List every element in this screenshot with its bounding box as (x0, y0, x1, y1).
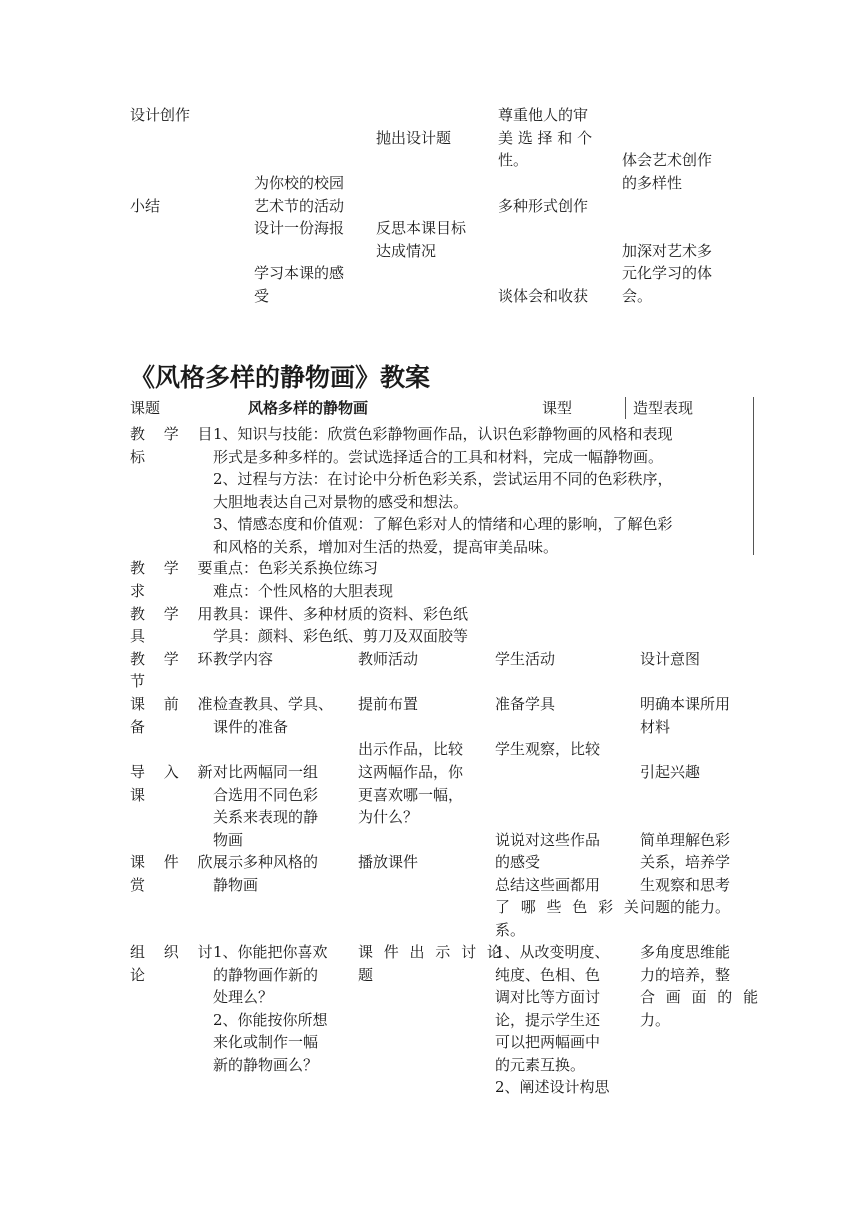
discuss-student-line-2: 纯度、色相、色 (495, 966, 601, 984)
requirements-label-line-2: 求 (130, 582, 146, 600)
requirements-key-point: 重点：色彩关系换位练习 (213, 559, 379, 577)
prep-label-line-2: 备 (130, 718, 146, 736)
appreciate-student-line-3: 总结这些画都用 (495, 876, 601, 894)
appreciate-student-line-5: 系。 (495, 921, 526, 939)
discuss-student-line-1: 1、从改变明度、 (495, 943, 610, 961)
column-header-student: 学生活动 (495, 650, 556, 668)
table-right-border (753, 397, 754, 555)
appreciate-teacher: 播放课件 (358, 853, 419, 871)
process-label-line-1: 教 学 环 (130, 650, 220, 668)
intro-intent: 引起兴趣 (640, 763, 701, 781)
summary-content2-line-1: 学习本课的感 (254, 264, 345, 282)
type-value: 造型表现 (633, 399, 694, 417)
intent-2-line-3: 会。 (622, 287, 653, 305)
column-header-teacher: 教师活动 (358, 650, 419, 668)
intro-label-line-1: 导 入 新 (130, 763, 220, 781)
discuss-content-line-4: 2、你能按你所想 (213, 1011, 328, 1029)
intent-1-line-2: 的多样性 (622, 174, 683, 192)
appreciate-label-line-1: 课 件 欣 (130, 853, 220, 871)
lesson-plan-title: 《风格多样的静物画》教案 (130, 363, 431, 392)
process-label-line-2: 节 (130, 672, 146, 690)
materials-label-line-2: 具 (130, 627, 146, 645)
summary-content-line-1: 为你校的校园 (254, 174, 345, 192)
goals-label-line-2: 标 (130, 448, 146, 466)
summary-content2-line-2: 受 (254, 287, 270, 305)
discuss-intent-line-4: 力。 (640, 1011, 671, 1029)
discuss-student-line-6: 的元素互换。 (495, 1056, 586, 1074)
appreciate-intent-line-4: 问题的能力。 (640, 898, 731, 916)
appreciate-student-line-1: 说说对这些作品 (495, 831, 601, 849)
discuss-teacher-line-2: 题 (358, 966, 374, 984)
intro-content-line-2: 合选用不同色彩 (213, 786, 319, 804)
goals-line-6: 和风格的关系，增加对生活的热爱，提高审美品味。 (213, 538, 559, 556)
prep-intent-line-1: 明确本课所用 (640, 695, 731, 713)
discuss-student-line-5: 可以把两幅画中 (495, 1033, 601, 1051)
appreciate-content-line-1: 展示多种风格的 (213, 853, 319, 871)
prep-label-line-1: 课 前 准 (130, 695, 220, 713)
type-label: 课型 (542, 399, 573, 417)
appreciate-intent-line-3: 生观察和思考 (640, 876, 731, 894)
summary-student-2: 谈体会和收获 (498, 287, 589, 305)
intro-teacher-line-2: 这两幅作品，你 (358, 763, 464, 781)
materials-label-line-1: 教 学 用 (130, 605, 220, 623)
design-row-label: 设计创作 (130, 106, 191, 124)
discuss-student-line-7: 2、阐述设计构思 (495, 1078, 610, 1096)
header-cell-divider (625, 397, 626, 419)
appreciate-intent-line-1: 简单理解色彩 (640, 831, 731, 849)
summary-content-line-3: 设计一份海报 (254, 219, 345, 237)
requirements-difficulty: 难点：个性风格的大胆表现 (213, 582, 394, 600)
intro-teacher-line-3: 更喜欢哪一幅， (358, 786, 464, 804)
goals-line-5: 3、情感态度和价值观：了解色彩对人的情绪和心理的影响，了解色彩 (213, 515, 673, 533)
column-header-intent: 设计意图 (640, 650, 701, 668)
intro-content-line-1: 对比两幅同一组 (213, 763, 319, 781)
discuss-intent-line-2: 力的培养，整 (640, 966, 731, 984)
intro-label-line-2: 课 (130, 786, 146, 804)
intro-content-line-4: 物画 (213, 831, 244, 849)
intent-1-line-1: 体会艺术创作 (622, 151, 713, 169)
column-header-content: 教学内容 (213, 650, 274, 668)
intro-teacher-line-4: 为什么？ (358, 808, 419, 826)
discuss-content-line-1: 1、你能把你喜欢 (213, 943, 328, 961)
goals-line-1: 1、知识与技能：欣赏色彩静物画作品，认识色彩静物画的风格和表现 (213, 425, 673, 443)
topic-value: 风格多样的静物画 (248, 399, 369, 417)
appreciate-intent-line-2: 关系，培养学 (640, 853, 731, 871)
discuss-teacher-line-1: 课 件 出 示 讨 论 (358, 943, 505, 961)
prep-intent-line-2: 材料 (640, 718, 671, 736)
appreciate-label-line-2: 赏 (130, 876, 146, 894)
summary-teacher-line-1: 反思本课目标 (376, 219, 467, 237)
summary-teacher-line-2: 达成情况 (376, 242, 437, 260)
design-student-line-2: 美 选 择 和 个 (498, 129, 593, 147)
discuss-label-line-2: 论 (130, 966, 146, 984)
appreciate-student-line-4: 了 哪 些 色 彩 关 (495, 898, 642, 916)
summary-row-label: 小结 (130, 197, 161, 215)
discuss-content-line-5: 来化或制作一幅 (213, 1033, 319, 1051)
summary-student-1: 多种形式创作 (498, 197, 589, 215)
prep-teacher: 提前布置 (358, 695, 419, 713)
intro-content-line-3: 关系来表现的静 (213, 808, 319, 826)
discuss-label-line-1: 组 织 讨 (130, 943, 220, 961)
design-student-line-1: 尊重他人的审 (498, 106, 589, 124)
topic-label: 课题 (130, 399, 161, 417)
discuss-student-line-3: 调对比等方面讨 (495, 988, 601, 1006)
intro-student: 学生观察，比较 (495, 740, 601, 758)
discuss-intent-line-3: 合 画 面 的 能 (640, 988, 762, 1006)
appreciate-student-line-2: 的感受 (495, 853, 541, 871)
prep-student: 准备学具 (495, 695, 556, 713)
materials-teacher-tools: 教具：课件、多种材质的资料、彩色纸 (213, 605, 469, 623)
goals-line-3: 2、过程与方法：在讨论中分析色彩关系，尝试运用不同的色彩秩序， (213, 470, 673, 488)
intent-2-line-1: 加深对艺术多 (622, 242, 713, 260)
design-student-line-3: 性。 (498, 151, 529, 169)
appreciate-content-line-2: 静物画 (213, 876, 259, 894)
intro-teacher-line-1: 出示作品，比较 (358, 740, 464, 758)
prep-content-line-1: 检查教具、学具、 (213, 695, 334, 713)
prep-content-line-2: 课件的准备 (213, 718, 289, 736)
discuss-intent-line-1: 多角度思维能 (640, 943, 731, 961)
intent-2-line-2: 元化学习的体 (622, 264, 713, 282)
summary-content-line-2: 艺术节的活动 (254, 197, 345, 215)
goals-line-2: 形式是多种多样的。尝试选择适合的工具和材料，完成一幅静物画。 (213, 448, 664, 466)
discuss-content-line-6: 新的静物画么？ (213, 1056, 319, 1074)
discuss-student-line-4: 论，提示学生还 (495, 1011, 601, 1029)
goals-line-4: 大胆地表达自己对景物的感受和想法。 (213, 493, 469, 511)
goals-label-line-1: 教 学 目 (130, 425, 220, 443)
discuss-content-line-3: 处理么？ (213, 988, 274, 1006)
materials-student-tools: 学具：颜料、彩色纸、剪刀及双面胶等 (213, 627, 469, 645)
requirements-label-line-1: 教 学 要 (130, 559, 220, 577)
design-teacher-activity: 抛出设计题 (376, 129, 452, 147)
discuss-content-line-2: 的静物画作新的 (213, 966, 319, 984)
